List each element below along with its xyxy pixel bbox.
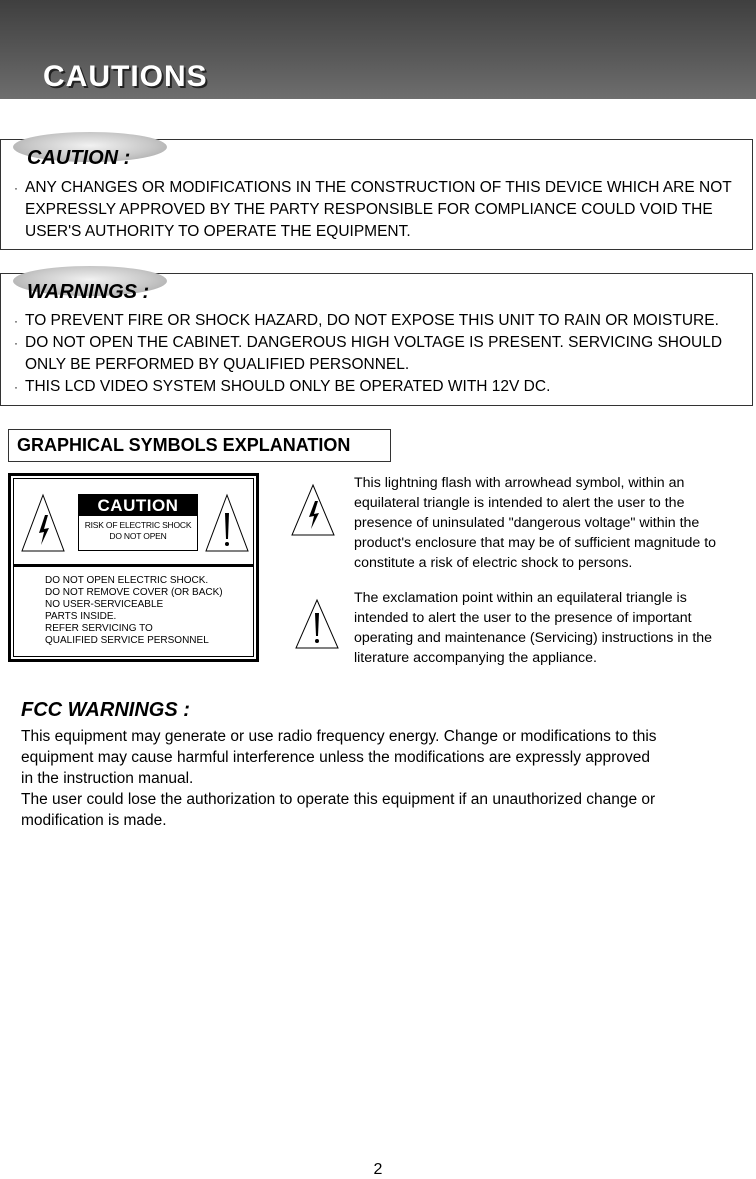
exclamation-explanation-line: literature accompanying the appliance. [354, 650, 597, 666]
lightning-explanation-line: This lightning flash with arrowhead symbol, within an [354, 475, 685, 491]
caution-label-text-line: DO NOT OPEN ELECTRIC SHOCK. [45, 575, 209, 586]
page-title: CAUTIONS [43, 60, 208, 93]
caution-text-line-3: USER'S AUTHORITY TO OPERATE THE EQUIPMENT. [25, 223, 411, 240]
exclamation-explanation-line: operating and maintenance (Servicing) instructions in the [354, 630, 713, 646]
fcc-text-line-2: equipment may cause harmful interference unless the modifications are expressly approved [21, 749, 650, 766]
fcc-text-line-4: The user could lose the authorization to operate this equipment if an unauthorized change or [21, 791, 656, 808]
symbols-heading: GRAPHICAL SYMBOLS EXPLANATION [17, 435, 351, 455]
exclamation-explanation-line: intended to alert the user to the presence of important [354, 610, 692, 626]
exclamation-symbol-explanation [354, 588, 750, 668]
page-header [0, 0, 756, 99]
warnings-box [0, 273, 753, 406]
exclamation-explanation-line: The exclamation point within an equilateral triangle is [354, 590, 687, 606]
lightning-symbol-explanation [354, 473, 750, 573]
warnings-item-2-text-line-2: ONLY BE PERFORMED BY QUALIFIED PERSONNEL. [25, 356, 410, 373]
caution-label-text-line: QUALIFIED SERVICE PERSONNEL [45, 635, 209, 646]
lightning-explanation-line: equilateral triangle is intended to alert the user to the [354, 495, 685, 511]
fcc-heading: FCC WARNINGS : [21, 699, 190, 721]
caution-label-text-line: DO NOT REMOVE COVER (OR BACK) [45, 587, 223, 598]
exclamation-symbol-icon [294, 598, 340, 650]
exclamation-triangle-icon [204, 493, 250, 553]
warnings-item-3-text: THIS LCD VIDEO SYSTEM SHOULD ONLY BE OPERATED WITH 12V DC. [25, 378, 551, 395]
lightning-explanation-line: product's enclosure that may be of sufficient magnitude to [354, 535, 717, 551]
symbols-heading-box [8, 429, 391, 462]
warnings-heading: WARNINGS : [27, 281, 150, 303]
lightning-explanation-line: constitute a risk of electric shock to persons. [354, 555, 633, 571]
bullet-dot-icon: · [14, 181, 18, 195]
caution-tag-subtitle-line-2: DO NOT OPEN [109, 531, 167, 541]
caution-tag-title: CAUTION [79, 495, 197, 516]
caution-heading: CAUTION : [27, 147, 131, 169]
warnings-item-2-text-line-1: DO NOT OPEN THE CABINET. DANGEROUS HIGH VOLTAGE IS PRESENT. SERVICING SHOULD [25, 334, 723, 351]
page-number: 2 [373, 1161, 383, 1178]
warnings-item-1-text: TO PREVENT FIRE OR SHOCK HAZARD, DO NOT EXPOSE THIS UNIT TO RAIN OR MOISTURE. [25, 312, 719, 329]
fcc-text-line-1: This equipment may generate or use radio frequency energy. Change or modifications to this [21, 728, 657, 745]
bullet-dot-icon: · [14, 380, 18, 394]
caution-tag [78, 494, 198, 551]
caution-tag-subtitle-line-1: RISK OF ELECTRIC SHOCK [84, 520, 192, 530]
caution-text-line-1: ANY CHANGES OR MODIFICATIONS IN THE CONSTRUCTION OF THIS DEVICE WHICH ARE NOT [25, 179, 732, 196]
bullet-dot-icon: · [14, 314, 18, 328]
lightning-symbol-icon [290, 483, 336, 537]
caution-label-divider [14, 564, 253, 567]
caution-label-text-line: NO USER-SERVICEABLE [45, 599, 164, 610]
caution-label-inner [13, 478, 254, 657]
caution-tag-subtitle [79, 520, 197, 542]
bullet-dot-icon: · [14, 336, 18, 350]
caution-label-text [45, 575, 223, 647]
caution-label-text-line: PARTS INSIDE. [45, 611, 117, 622]
caution-box [0, 139, 753, 250]
caution-label-text-line: REFER SERVICING TO [45, 623, 153, 634]
caution-text-line-2: EXPRESSLY APPROVED BY THE PARTY RESPONSIBLE FOR COMPLIANCE COULD VOID THE [25, 201, 713, 218]
lightning-triangle-icon [20, 493, 66, 553]
caution-label-graphic [8, 473, 259, 662]
fcc-text-line-5: modification is made. [21, 812, 167, 829]
fcc-text-line-3: in the instruction manual. [21, 770, 194, 787]
lightning-explanation-line: presence of uninsulated "dangerous voltage" within the [354, 515, 700, 531]
